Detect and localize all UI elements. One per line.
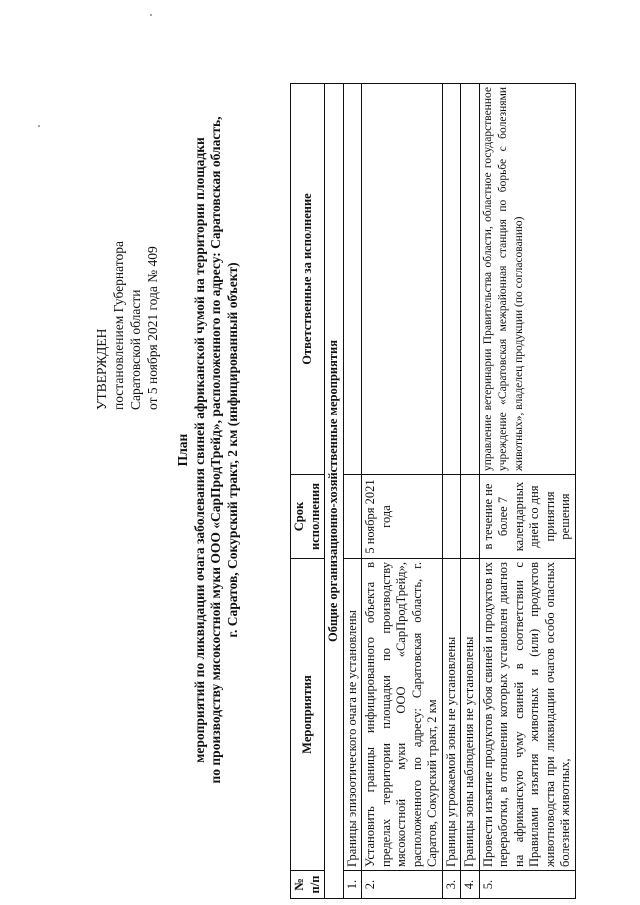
plan-title-line: г. Саратов, Сокурский тракт, 2 км (инфицированный объект) bbox=[224, 262, 240, 638]
row-term bbox=[343, 475, 362, 559]
table-row bbox=[461, 84, 480, 899]
row-num: 5. bbox=[479, 871, 575, 899]
section-row bbox=[325, 84, 344, 899]
row-activity: Границы угрожаемой зоны не установлены bbox=[442, 559, 461, 871]
row-responsible bbox=[362, 84, 443, 475]
row-num: 1. bbox=[343, 871, 362, 899]
row-responsible: управление ветеринарии Правительства области, областное государственное учреждение «Саратовская межрайонная станция по борьбе с болезнями животных», владелец продукции (по согласованию) bbox=[479, 84, 575, 475]
row-responsible bbox=[461, 84, 480, 475]
row-term: в течение не более 7 календарных дней со дня принятия решения bbox=[479, 475, 575, 559]
approval-line: постановлением Губернатора bbox=[111, 241, 126, 410]
row-activity: Границы эпизоотического очага не установлены bbox=[343, 559, 362, 871]
table-header-row bbox=[291, 84, 325, 899]
approval-block bbox=[93, 110, 161, 410]
row-term: 5 ноября 2021 года bbox=[362, 475, 443, 559]
header-term: Срок исполнения bbox=[291, 475, 325, 559]
row-responsible bbox=[343, 84, 362, 475]
header-responsible: Ответственные за исполнение bbox=[291, 84, 325, 475]
plan-heading: План bbox=[175, 433, 190, 467]
row-activity: Провести изъятие продуктов убоя свиней и продуктов их переработки, в отношении которых установлен диагноз на африканскую чуму свиней в соответствии с Правилами изъятия животных и (или) продуктов животноводства при ликвидации очагов особо опасных болезней животных, bbox=[479, 559, 575, 871]
approval-line: от 5 ноября 2021 года № 409 bbox=[145, 246, 160, 410]
plan-title-line: по производству мясокостной муки ООО «СарПродТрейд», расположенного по адресу: Саратовская область, bbox=[208, 116, 223, 784]
plan-table bbox=[290, 83, 576, 899]
table-row bbox=[479, 84, 575, 899]
header-num: № п/п bbox=[291, 871, 325, 899]
table-row bbox=[343, 84, 362, 899]
header-activity: Мероприятия bbox=[291, 559, 325, 871]
row-term bbox=[461, 475, 480, 559]
row-activity: Установить границы инфицированного объекта в пределах территории площадки по производству мясокостной муки ООО «СарПродТрейд», расположенного по адресу: Саратовская область, г. Саратов, Сокурский тракт, 2 км bbox=[362, 559, 443, 871]
row-num: 4. bbox=[461, 871, 480, 899]
plan-title-block bbox=[175, 100, 241, 800]
approval-line: УТВЕРЖДЕН bbox=[94, 328, 109, 410]
row-num: 3. bbox=[442, 871, 461, 899]
row-activity: Границы зоны наблюдения не установлены bbox=[461, 559, 480, 871]
row-num: 2. bbox=[362, 871, 443, 899]
approval-line: Саратовской области bbox=[128, 289, 143, 410]
table-row bbox=[362, 84, 443, 899]
plan-title-line: мероприятий по ликвидации очага заболевания свиней африканской чумой на территории площадки bbox=[191, 137, 207, 763]
table-row bbox=[442, 84, 461, 899]
row-responsible bbox=[442, 84, 461, 475]
section-title: Общие организационно-хозяйственные мероприятия bbox=[325, 84, 344, 899]
row-term bbox=[442, 475, 461, 559]
